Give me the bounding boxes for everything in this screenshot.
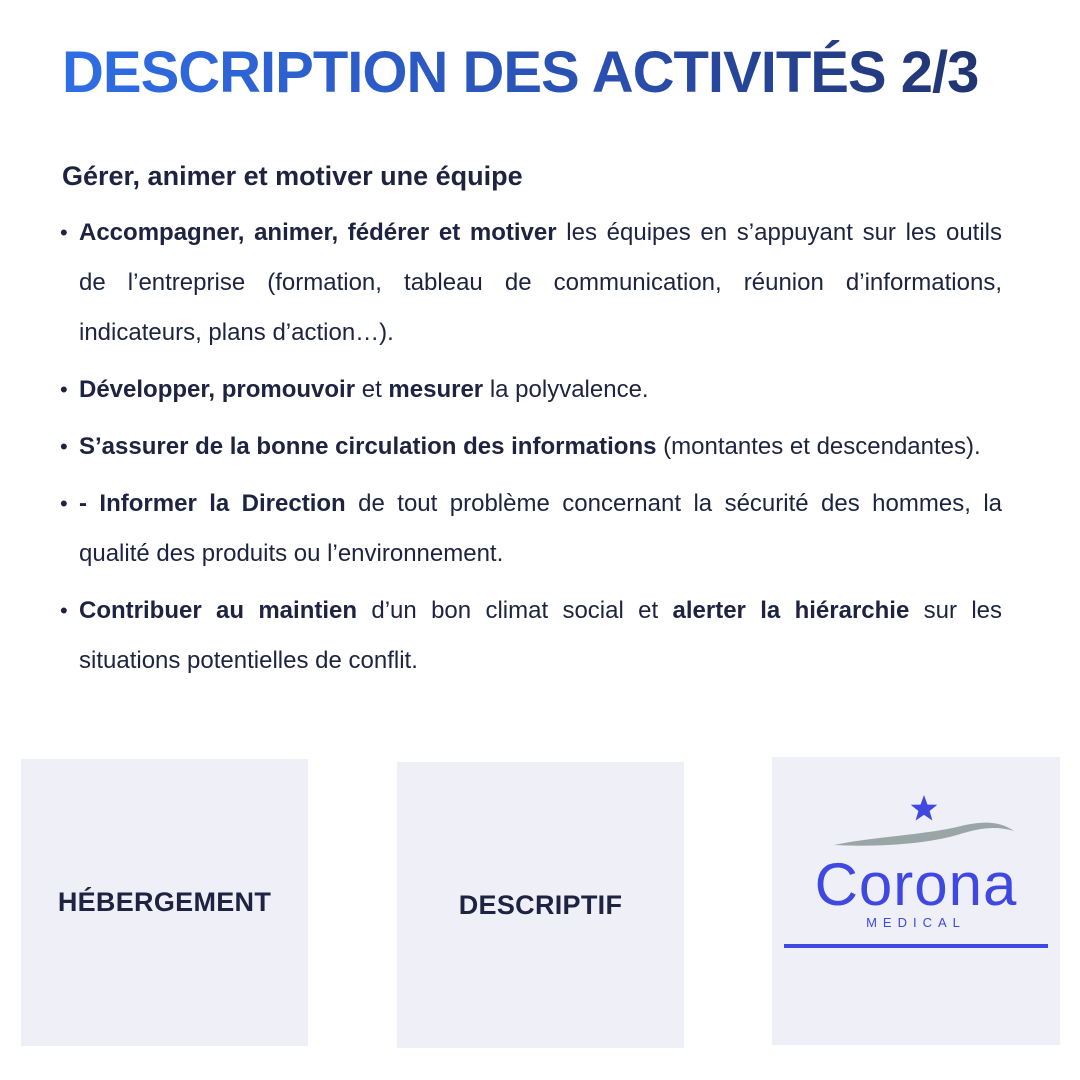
bullet-text <box>79 422 1002 472</box>
bullet-text-segment: (montantes et descendantes). <box>656 433 981 460</box>
bullet-text-segment: d’un bon climat social et <box>357 597 673 624</box>
bullet-text-segment: sur les situations potentielles de conflit. <box>79 597 1003 674</box>
bullet-dot: • <box>60 377 68 402</box>
logo-wordmark: Corona <box>814 851 1018 918</box>
bullet-item <box>60 208 1002 358</box>
bullet-item <box>60 586 1002 686</box>
bullet-text-segment: et <box>355 376 389 403</box>
bullet-bold-segment: mesurer <box>388 376 484 403</box>
logo-subtext: MEDICAL <box>866 915 966 930</box>
bullet-item <box>60 422 1002 472</box>
bullet-dot: • <box>60 491 68 516</box>
bullet-text <box>79 208 1002 358</box>
bullet-dot: • <box>60 598 68 623</box>
bullet-text-segment: de tout problème concernant la sécurité des hommes, la qualité des produits ou l’environnement. <box>79 490 1002 567</box>
bullet-bold-segment: Accompagner, animer, fédérer et motiver <box>79 219 557 246</box>
logo-underline <box>784 944 1048 948</box>
bullet-dot: • <box>60 434 68 459</box>
bullet-text-segment: la polyvalence. <box>483 376 649 403</box>
bullet-bold-segment: Développer, promouvoir <box>79 376 356 403</box>
bullet-text-segment: les équipes en s’appuyant sur les outils de l’entreprise (formation, tableau de communication, réunion d’informations, indicateurs, plans d’action…). <box>79 219 1003 346</box>
descriptif-label: DESCRIPTIF <box>458 889 623 920</box>
descriptif-tile[interactable] <box>397 762 684 1048</box>
section-subtitle: Gérer, animer et motiver une équipe <box>62 161 523 191</box>
activity-list <box>60 208 1002 693</box>
wave-swoosh <box>834 823 1014 846</box>
bullet-bold-segment: S’assurer de la bonne circulation des informations <box>79 433 657 460</box>
bullet-text <box>79 479 1002 579</box>
hebergement-label: HÉBERGEMENT <box>57 887 272 917</box>
bullet-text <box>79 365 1002 415</box>
bullet-item <box>60 479 1002 579</box>
star-icon <box>911 795 938 821</box>
bullet-item <box>60 365 1002 415</box>
bullet-text <box>79 586 1002 686</box>
hebergement-tile[interactable] <box>21 759 308 1046</box>
corona-medical-logo-tile[interactable] <box>772 757 1060 1045</box>
bullet-bold-segment: - Informer la Direction <box>79 490 346 517</box>
bullet-dot: • <box>60 220 68 245</box>
page-title: DESCRIPTION DES ACTIVITÉS 2/3 <box>62 38 1052 108</box>
bullet-bold-segment: Contribuer au maintien <box>79 597 358 624</box>
bullet-bold-segment: alerter la hiérarchie <box>672 597 910 624</box>
